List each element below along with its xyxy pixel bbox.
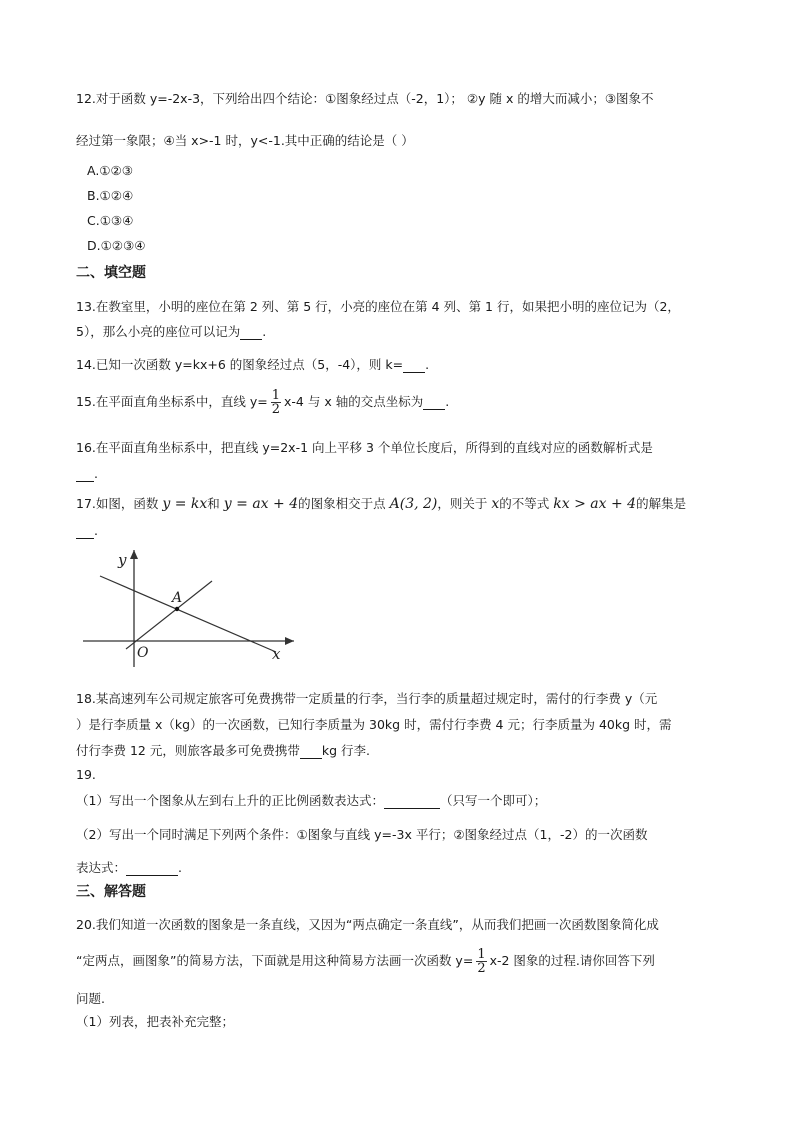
q17-text-3: 的图象相交于点 — [298, 496, 386, 511]
q12-option-a: A.①②③ — [87, 163, 133, 178]
section-3-title: 三、解答题 — [76, 884, 146, 900]
q17-formula-ax4: y = ax + 4 — [223, 496, 299, 512]
q20-line-2 — [76, 948, 655, 975]
q20-fraction-num: 1 — [477, 947, 486, 962]
q12-option-c: C.①③④ — [87, 213, 134, 228]
q17-text-1: 17.如图，函数 — [76, 496, 159, 511]
q18-line-3 — [76, 741, 370, 759]
q17-graph-point-a — [175, 607, 179, 611]
q17-graph-x-arrow — [285, 637, 294, 645]
q19-part-2-blank[interactable] — [126, 860, 178, 876]
q13-line-2 — [76, 322, 266, 340]
q17-inequality: kx > ax + 4 — [553, 496, 637, 512]
q17-graph — [76, 545, 296, 670]
q20-text-b: x-2 图象的过程.请你回答下列 — [489, 953, 655, 968]
q17-graph-label-a: A — [172, 590, 183, 606]
q13-answer-blank[interactable] — [240, 324, 262, 340]
q18-line-1: 18.某高速列车公司规定旅客可免费携带一定质量的行李，当行李的质量超过规定时，需付的行李费 y（元 — [76, 691, 658, 706]
q19-part-1-note: （只写一个即可）； — [439, 793, 547, 808]
q15-line — [76, 389, 449, 416]
q14-end: . — [425, 357, 430, 372]
q19-part-1-blank[interactable] — [384, 793, 440, 809]
q17-graph-y-arrow — [130, 550, 138, 559]
q15-fraction-den: 2 — [271, 402, 281, 417]
q15-end: . — [445, 394, 450, 409]
q20-line-4: （1）列表，把表补充完整； — [76, 1014, 234, 1029]
q14-answer-blank[interactable] — [403, 357, 425, 373]
q19-number: 19. — [76, 767, 96, 782]
q18-answer-blank[interactable] — [300, 743, 322, 759]
q17-formula-kx: y = kx — [162, 496, 208, 512]
q14-line — [76, 355, 429, 373]
q16-line-2 — [76, 466, 98, 482]
q19-part-2-end: . — [178, 860, 182, 875]
q17-graph-label-y: y — [118, 551, 127, 569]
q18-line-2: ）是行李质量 x（kg）的一次函数，已知行李质量为 30kg 时，需付行李费 4 元；行李质量为 40kg 时，需 — [76, 717, 672, 732]
q17-answer-blank[interactable] — [76, 523, 94, 539]
q17-text-5: 的不等式 — [499, 496, 550, 511]
q17-graph-label-x: x — [272, 645, 281, 663]
q19-part-1-text: （1）写出一个图象从左到右上升的正比例函数表达式： — [76, 793, 384, 808]
q12-line-2: 经过第一象限；④当 x>-1 时，y<-1.其中正确的结论是（ ） — [76, 133, 414, 148]
q17-graph-line-kx — [126, 581, 212, 649]
q17-text-4: ，则关于 — [437, 496, 488, 511]
q12-line-1: 12.对于函数 y=-2x-3，下列给出四个结论：①图象经过点（-2，1）； ②y 随 x 的增大而减小；③图象不 — [76, 91, 654, 106]
q13-line-1: 13.在教室里，小明的座位在第 2 列、第 5 行，小亮的座位在第 4 列、第 1 行，如果把小明的座位记为（2， — [76, 299, 680, 314]
q16-line-1: 16.在平面直角坐标系中，把直线 y=2x-1 向上平移 3 个单位长度后，所得到的直线对应的函数解析式是 — [76, 440, 653, 455]
q17-graph-label-o: O — [137, 645, 149, 661]
q17-end: . — [94, 523, 98, 538]
q18-text-b: kg 行李. — [321, 743, 370, 758]
q17-line-2 — [76, 523, 98, 539]
q12-option-b: B.①②④ — [87, 188, 134, 203]
q19-part-2: （2）写出一个同时满足下列两个条件：①图象与直线 y=-3x 平行；②图象经过点（1，-2）的一次函数 — [76, 827, 648, 842]
q17-text-2: 和 — [207, 496, 220, 511]
q17-text-6: 的解集是 — [636, 496, 687, 511]
q20-line-1: 20.我们知道一次函数的图象是一条直线，又因为“两点确定一条直线”，从而我们把画一次函数图象简化成 — [76, 917, 659, 932]
q18-text-a: 付行李费 12 元，则旅客最多可免费携带 — [76, 743, 300, 758]
q15-fraction-num: 1 — [271, 388, 281, 403]
q15-answer-blank[interactable] — [423, 394, 445, 410]
q20-fraction-den: 2 — [477, 961, 486, 976]
q15-text-pre: 15.在平面直角坐标系中，直线 y= — [76, 394, 268, 409]
q13-end: . — [262, 324, 267, 339]
q14-text: 14.已知一次函数 y=kx+6 的图象经过点（5，-4），则 k= — [76, 357, 404, 372]
q16-answer-blank[interactable] — [76, 466, 94, 482]
q13-text: 5），那么小亮的座位可以记为 — [76, 324, 241, 339]
q19-part-1 — [76, 791, 546, 809]
q16-end: . — [94, 466, 98, 481]
section-2-title: 二、填空题 — [76, 265, 146, 281]
q12-option-d: D.①②③④ — [87, 238, 146, 253]
q19-part-2-line-2 — [76, 858, 182, 876]
q17-point-a: A(3, 2) — [389, 496, 438, 512]
q17-var-x: x — [491, 496, 500, 512]
q20-line-3: 问题. — [76, 991, 105, 1006]
q17-line-1 — [76, 494, 686, 512]
q20-fraction — [476, 948, 486, 975]
q15-text-post: x-4 与 x 轴的交点坐标为 — [284, 394, 424, 409]
q19-part-2-label: 表达式： — [76, 860, 127, 875]
q20-text-a: “定两点，画图象”的简易方法，下面就是用这种简易方法画一次函数 y= — [76, 953, 474, 968]
q15-fraction — [271, 389, 281, 416]
